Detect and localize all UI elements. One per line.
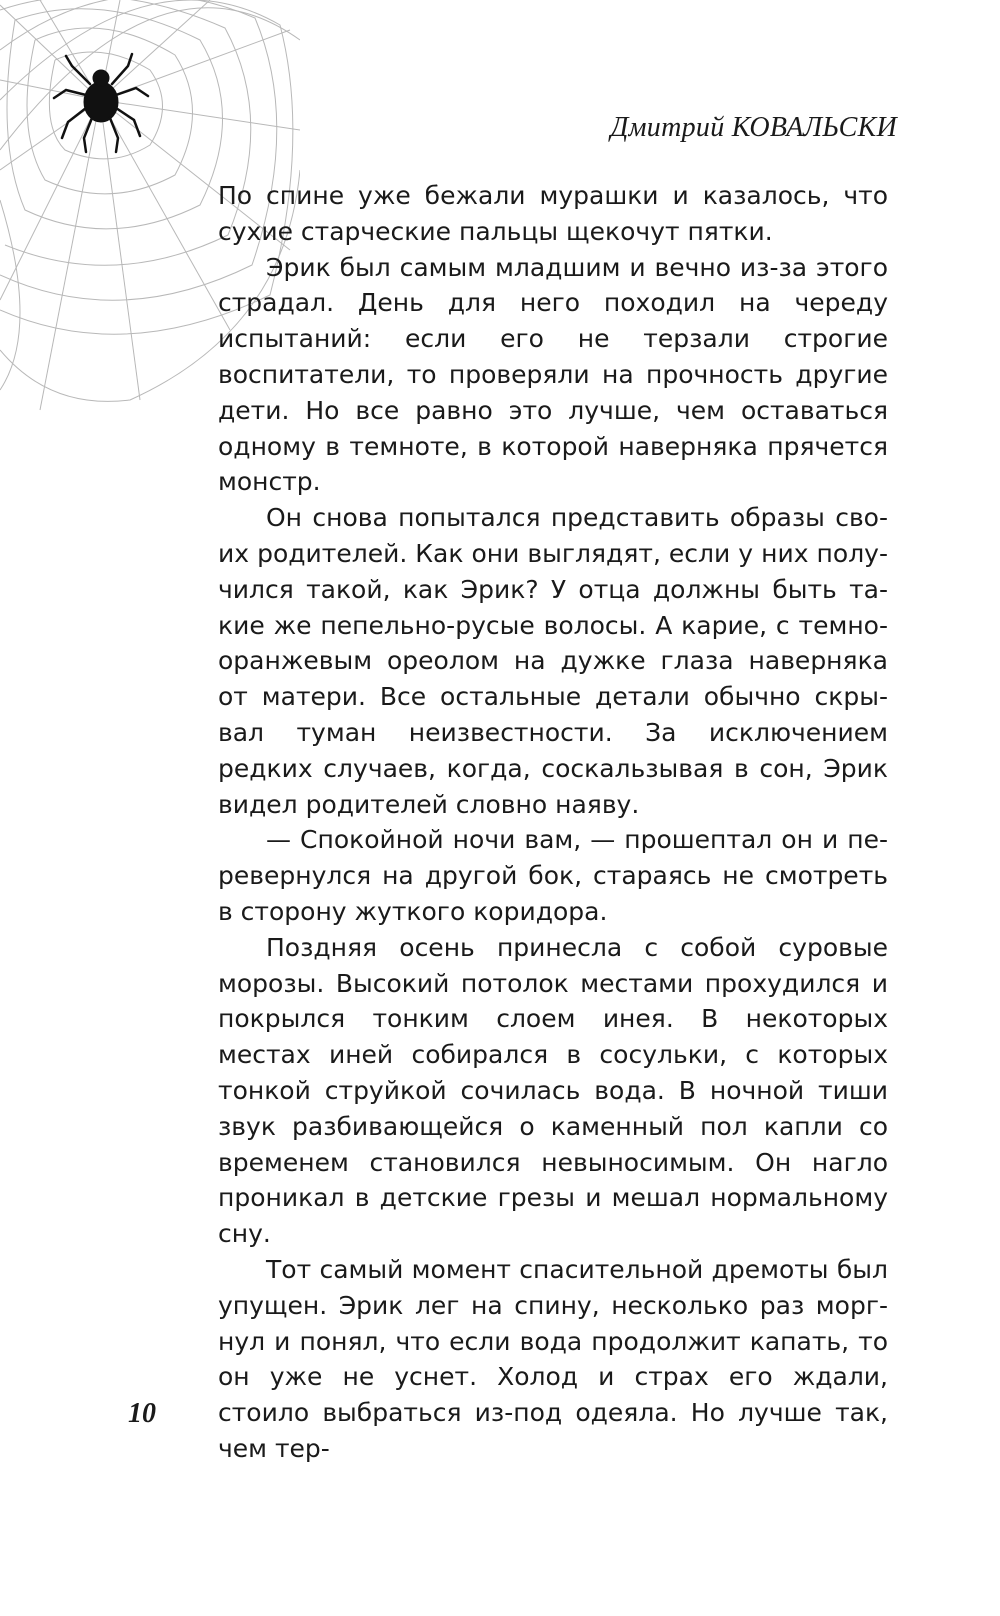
paragraph: — Спокойной ночи вам, — прошептал он и перевернулся на другой бок, стараясь не смотреть в сторону жуткого коридора. [218, 825, 888, 926]
paragraph: Он снова попытался представить образы своих родителей. Как они выглядят, если у них получился такой, как Эрик? У отца должны быть такие же пепельно-русые волосы. А карие, с темно-оранжевым ореолом на дужке глаза наверняка от матери. Все остальные детали обычно скрывал туман неизвестности. За исключением редких случаев, когда, соскальзывая в сон, Эрик видел родителей словно наяву. [218, 503, 888, 819]
paragraph: Эрик был самым младшим и вечно из-за этого страдал. День для него походил на череду испытаний: если его не терзали строгие воспитатели, то проверяли на прочность другие дети. Но все равно это лучше, чем оставаться одному в темноте, в которой наверняка прячется монстр. [218, 252, 888, 497]
running-head: Дмитрий КОВАЛЬСКИ [610, 112, 897, 143]
page-number: 10 [128, 1398, 156, 1429]
paragraph: Поздняя осень принесла с собой суровые морозы. Высокий потолок местами прохудился и покрылся тонким слоем инея. В некоторых местах иней собирался в сосульки, с которых тонкой струйкой сочилась вода. В ночной тиши звук разбивающейся о каменный пол капли со временем становился невыносимым. Он нагло проникал в детские грезы и мешал нормальному сну. [218, 932, 888, 1249]
page-body [218, 178, 888, 1467]
paragraph: По спине уже бежали мурашки и казалось, что сухие старческие пальцы щекочут пятки. [218, 181, 888, 246]
paragraph: Тот самый момент спасительной дремоты был упущен. Эрик лег на спину, несколько раз моргнул и понял, что если вода продолжит капать, то он уже не уснет. Холод и страх его ждали, стоило выбраться из-под одеяла. Но лучше так, чем тер- [218, 1254, 888, 1463]
